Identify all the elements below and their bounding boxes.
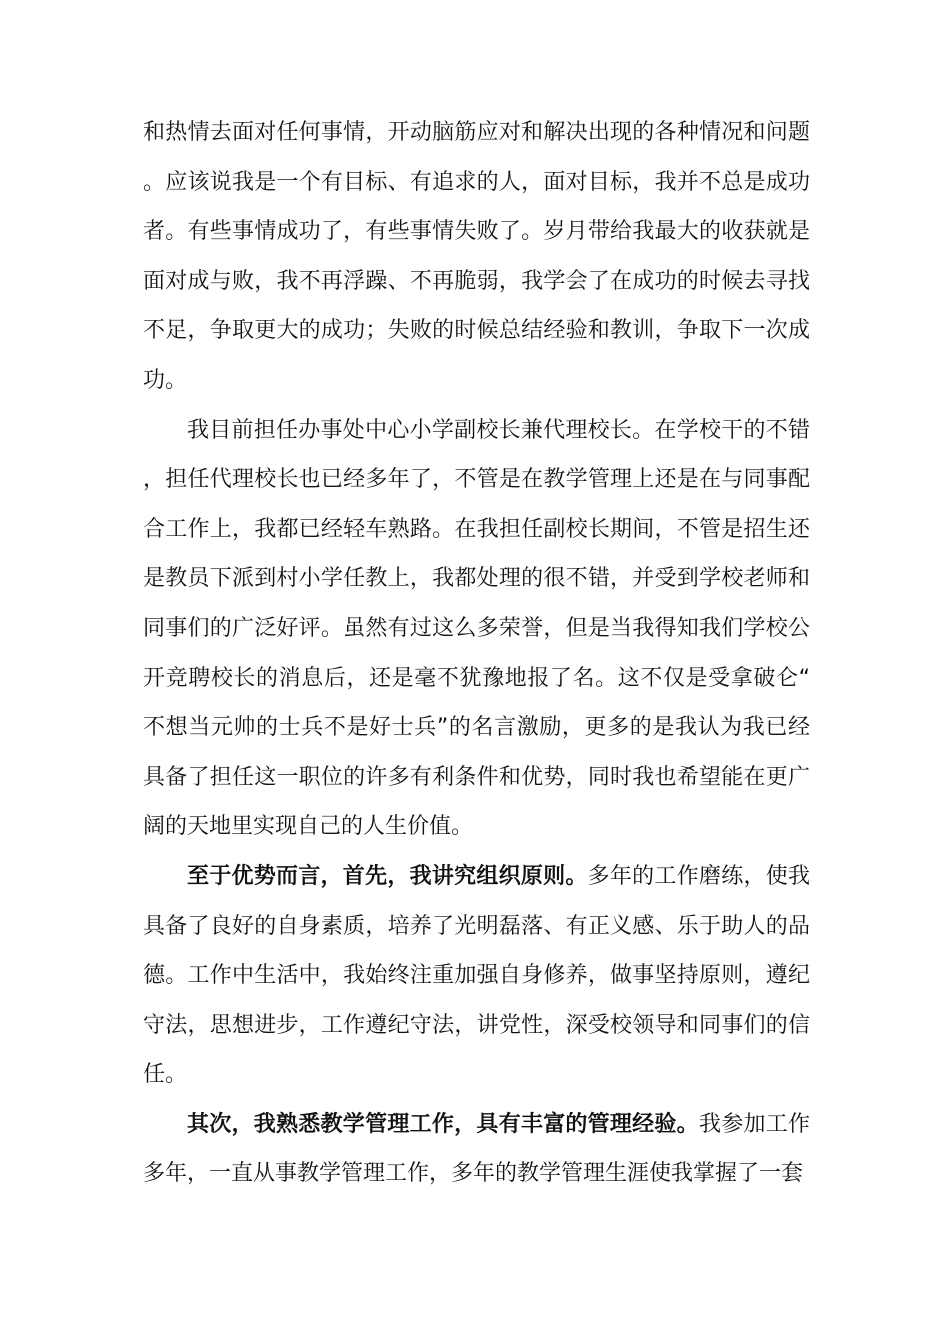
paragraph-text: 多年的工作磨练，使我具备了良好的自身素质，培养了光明磊落、有正义感、乐于助人的品德。工作中生活中，我始终注重加强自身修养，做事坚持原则，遵纪守法，思想进步，工作遵纪守法，讲党性，深受校领导和同事们的信任。 — [143, 863, 810, 1088]
paragraph-current-position — [143, 406, 810, 852]
paragraph-advantage-second — [143, 1100, 810, 1199]
paragraph-continued — [143, 108, 810, 406]
paragraph-text: 我参加工作多年，一直从事教学管理工作，多年的教学管理生涯使我掌握了一套 — [143, 1111, 810, 1187]
paragraph-bold-lead: 其次，我熟悉教学管理工作，具有丰富的管理经验。 — [187, 1111, 699, 1137]
paragraph-bold-lead: 至于优势而言，首先，我讲究组织原则。 — [187, 863, 588, 889]
paragraph-text: 我目前担任办事处中心小学副校长兼代理校长。在学校干的不错，担任代理校长也已经多年了，不管是在教学管理上还是在与同事配合工作上，我都已经轻车熟路。在我担任副校长期间，不管是招生还是教员下派到村小学任教上，我都处理的很不错，并受到学校老师和同事们的广泛好评。虽然有过这么多荣誉，但是当我得知我们学校公开竞聘校长的消息后，还是毫不犹豫地报了名。这不仅是受拿破仑“不想当元帅的士兵不是好士兵”的名言激励，更多的是我认为我已经具备了担任这一职位的许多有利条件和优势，同时我也希望能在更广阔的天地里实现自己的人生价值。 — [143, 417, 810, 840]
document-body — [143, 108, 810, 1199]
paragraph-text: 和热情去面对任何事情，开动脑筋应对和解决出现的各种情况和问题。应该说我是一个有目标、有追求的人，面对目标，我并不总是成功者。有些事情成功了，有些事情失败了。岁月带给我最大的收获就是面对成与败，我不再浮躁、不再脆弱，我学会了在成功的时候去寻找不足，争取更大的成功；失败的时候总结经验和教训，争取下一次成功。 — [143, 120, 810, 393]
paragraph-advantage-first — [143, 852, 810, 1100]
